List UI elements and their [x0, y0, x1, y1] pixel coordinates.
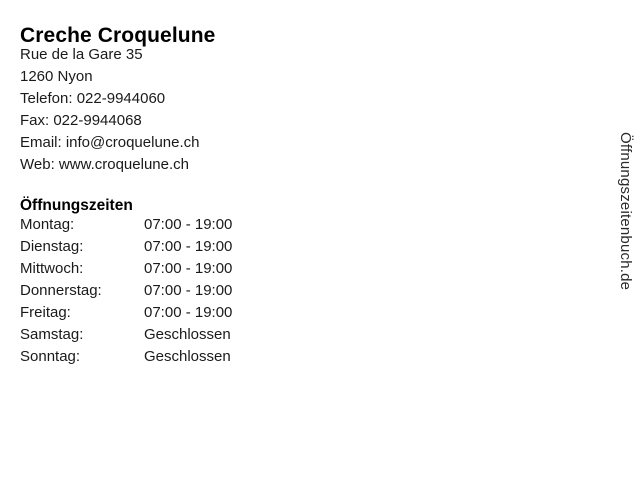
- table-row: [20, 214, 232, 236]
- table-row: [20, 302, 232, 324]
- day-label: Dienstag:: [20, 238, 84, 255]
- day-hours: Geschlossen: [144, 348, 231, 365]
- table-row: [20, 258, 232, 280]
- opening-hours-heading: Öffnungszeiten: [20, 196, 133, 214]
- day-label: Sonntag:: [20, 348, 81, 365]
- day-hours: 07:00 - 19:00: [144, 260, 233, 277]
- table-row: [20, 324, 232, 346]
- website-url: Web: www.croquelune.ch: [20, 156, 189, 173]
- day-hours: 07:00 - 19:00: [144, 304, 233, 321]
- day-label: Montag:: [20, 216, 75, 233]
- day-label: Samstag:: [20, 326, 84, 343]
- table-row: [20, 346, 232, 368]
- day-hours: 07:00 - 19:00: [144, 282, 233, 299]
- phone-number: Telefon: 022-9944060: [20, 90, 166, 107]
- day-label: Mittwoch:: [20, 260, 84, 277]
- table-row: [20, 236, 232, 258]
- day-label: Freitag:: [20, 304, 71, 321]
- day-label: Donnerstag:: [20, 282, 102, 299]
- day-hours: 07:00 - 19:00: [144, 238, 233, 255]
- email-address: Email: info@croquelune.ch: [20, 134, 200, 151]
- street-address: Rue de la Gare 35: [20, 46, 143, 63]
- opening-hours-table: [20, 214, 232, 368]
- watermark-label: Öffnungszeitenbuch.de: [617, 132, 634, 291]
- fax-number: Fax: 022-9944068: [20, 112, 142, 129]
- page-title: Creche Croquelune: [20, 24, 216, 48]
- day-hours: Geschlossen: [144, 326, 231, 343]
- city-address: 1260 Nyon: [20, 68, 93, 85]
- day-hours: 07:00 - 19:00: [144, 216, 233, 233]
- table-row: [20, 280, 232, 302]
- contact-details: [20, 44, 200, 176]
